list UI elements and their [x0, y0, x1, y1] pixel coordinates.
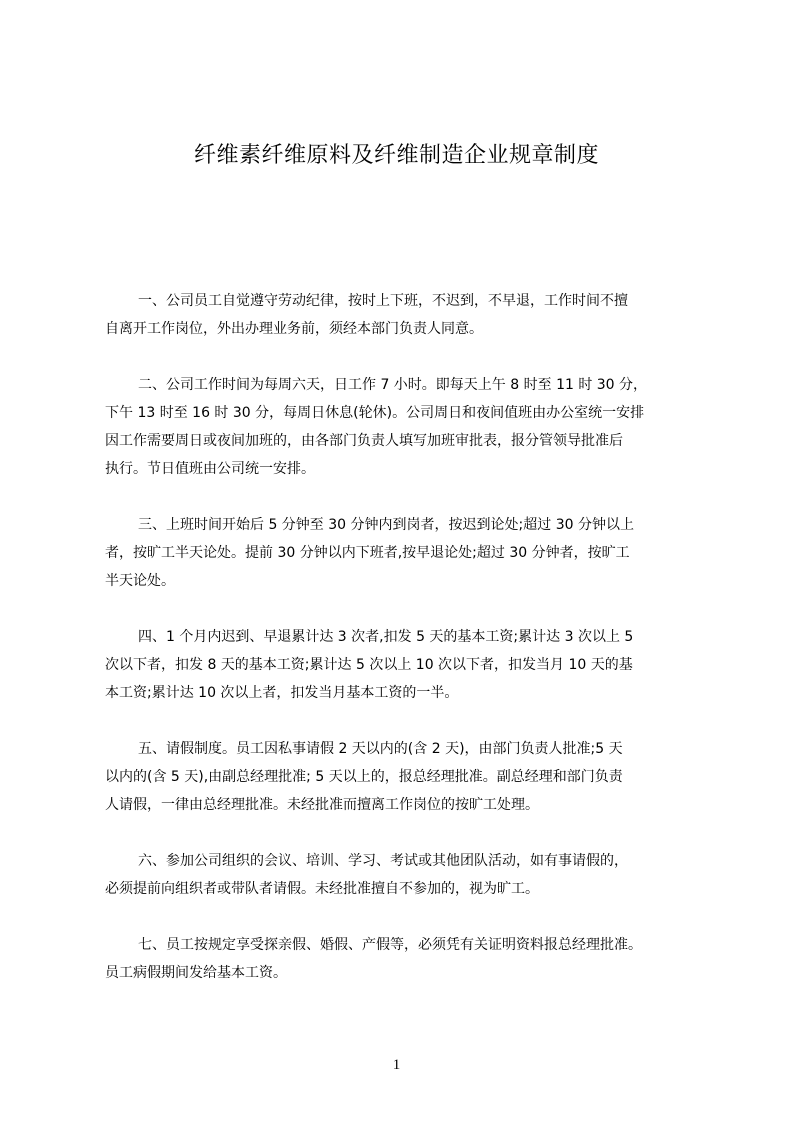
rule-paragraph-2: [105, 371, 700, 483]
paragraph-line: 者，按旷工半天论处。提前 30 分钟以内下班者,按早退论处;超过 30 分钟者，按旷工: [105, 545, 630, 561]
paragraph-line: 次以下者，扣发 8 天的基本工资;累计达 5 次以上 10 次以下者，扣发当月 10 天的基: [105, 657, 633, 673]
paragraph-line: 七、员工按规定享受探亲假、婚假、产假等，必须凭有关证明资料报总经理批准。: [138, 937, 642, 953]
rule-paragraph-6: [105, 847, 700, 903]
document-title: 纤维素纤维原料及纤维制造企业规章制度: [193, 143, 599, 168]
page-number: 1: [392, 1057, 401, 1073]
paragraph-line: 六、参加公司组织的会议、培训、学习、考试或其他团队活动，如有事请假的，: [138, 853, 628, 869]
paragraph-line: 必须提前向组织者或带队者请假。未经批准擅自不参加的，视为旷工。: [105, 881, 539, 897]
rule-paragraph-1: [105, 287, 700, 343]
paragraph-line: 人请假，一律由总经理批准。未经批准而擅离工作岗位的按旷工处理。: [105, 797, 539, 813]
paragraph-line: 自离开工作岗位，外出办理业务前，须经本部门负责人同意。: [105, 321, 483, 337]
rule-paragraph-5: [105, 735, 700, 819]
paragraph-line: 以内的(含 5 天),由副总经理批准; 5 天以上的，报总经理批准。副总经理和部门负责: [105, 769, 623, 785]
paragraph-line: 半天论处。: [105, 573, 175, 589]
document-body: [105, 287, 700, 1015]
rule-paragraph-7: [105, 931, 700, 987]
paragraph-line: 本工资;累计达 10 次以上者，扣发当月基本工资的一半。: [105, 685, 459, 701]
paragraph-line: 因工作需要周日或夜间加班的，由各部门负责人填写加班审批表，报分管领导批准后: [105, 433, 623, 449]
paragraph-line: 下午 13 时至 16 时 30 分，每周日休息(轮休)。公司周日和夜间值班由办公室统一安排: [105, 405, 645, 421]
paragraph-line: 四、1 个月内迟到、早退累计达 3 次者,扣发 5 天的基本工资;累计达 3 次以上 5: [138, 629, 634, 645]
paragraph-line: 二、公司工作时间为每周六天，日工作 7 小时。即每天上午 8 时至 11 时 30 分，: [138, 377, 648, 393]
paragraph-line: 员工病假期间发给基本工资。: [105, 965, 287, 981]
rule-paragraph-3: [105, 511, 700, 595]
paragraph-line: 一、公司员工自觉遵守劳动纪律，按时上下班，不迟到，不早退，工作时间不擅: [138, 293, 628, 309]
paragraph-line: 五、请假制度。员工因私事请假 2 天以内的(含 2 天)，由部门负责人批准;5 天: [138, 741, 623, 757]
rule-paragraph-4: [105, 623, 700, 707]
paragraph-line: 执行。节日值班由公司统一安排。: [105, 461, 315, 477]
paragraph-line: 三、上班时间开始后 5 分钟至 30 分钟内到岗者，按迟到论处;超过 30 分钟以上: [138, 517, 634, 533]
